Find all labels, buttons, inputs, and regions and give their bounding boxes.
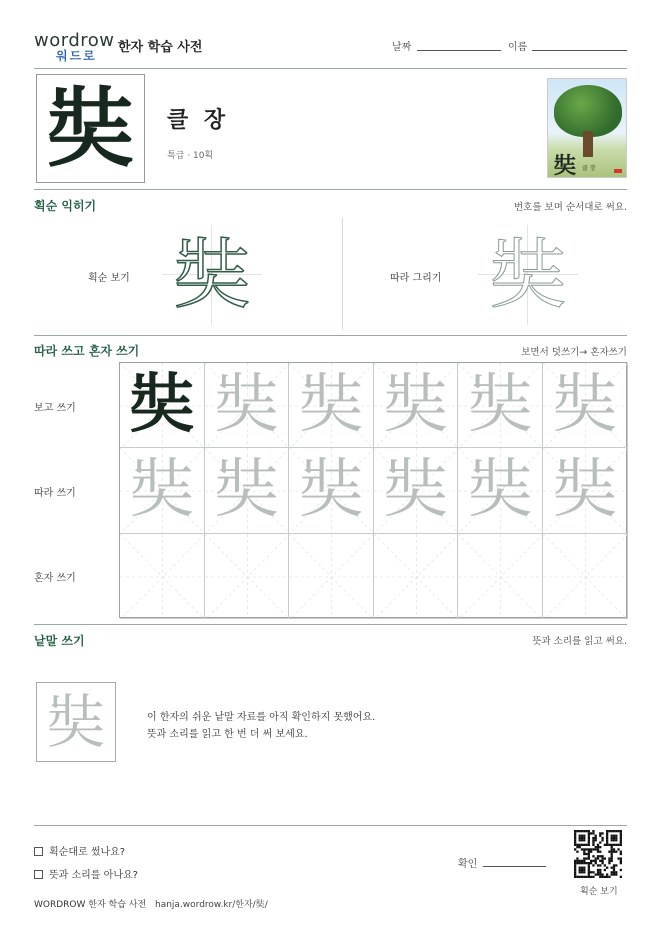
- practice-divider: [34, 624, 627, 625]
- practice-cell: [120, 448, 205, 533]
- stroke-trace-glyph: 奘: [490, 230, 566, 319]
- row-label-trace: 따라 쓰기: [34, 488, 76, 499]
- stroke-order-diagram: [162, 225, 262, 325]
- native-section-note: 뜻과 소리를 읽고 써요.: [532, 636, 627, 647]
- hero-meta: 특급 · 10획: [167, 151, 214, 161]
- row-label-solo: 혼자 쓰기: [34, 573, 76, 584]
- check-stroke-order[interactable]: [34, 843, 125, 858]
- stroke-section-note: 번호를 보며 순서대로 써요.: [513, 202, 627, 213]
- stroke-divider: [34, 335, 627, 336]
- date-field[interactable]: [417, 50, 501, 51]
- practice-character: 奘: [214, 453, 279, 528]
- native-character: 奘: [46, 688, 105, 756]
- practice-guide-lines: [543, 534, 628, 619]
- practice-grid: [119, 362, 627, 618]
- stroke-trace-label: 따라 그리기: [390, 273, 442, 284]
- row-label-view: 보고 쓰기: [34, 403, 76, 414]
- footer-url[interactable]: hanja.wordrow.kr/한자/奘/: [155, 900, 268, 910]
- native-character-box: [36, 682, 116, 762]
- thumb-character: 奘: [554, 153, 577, 178]
- practice-character: 奘: [214, 368, 279, 442]
- practice-character: 奘: [299, 453, 364, 528]
- check-meaning-sound-label: 뜻과 소리를 아나요?: [49, 870, 138, 881]
- date-label: 날짜: [392, 42, 412, 53]
- practice-guide-lines: [120, 534, 205, 619]
- tree-trunk-shape: [583, 131, 593, 157]
- practice-character: 奘: [130, 453, 194, 528]
- thumb-reading: 클 장: [582, 165, 596, 172]
- confirm-label: 확인: [458, 859, 478, 870]
- stroke-section-title: 획순 익히기: [34, 199, 97, 213]
- qr-code[interactable]: [574, 830, 622, 878]
- practice-character: 奘: [468, 368, 533, 442]
- practice-guide-lines: [289, 534, 374, 619]
- stroke-view-label: 획순 보기: [88, 273, 130, 284]
- hero-divider: [34, 189, 627, 190]
- practice-cell[interactable]: [205, 534, 290, 619]
- name-label: 이름: [508, 42, 528, 53]
- qr-code-graphic: [574, 830, 622, 878]
- stroke-order-glyph: 奘: [174, 230, 250, 319]
- thumb-badge: [614, 169, 622, 173]
- practice-section-note: 보면서 덧쓰기→ 혼자쓰기: [521, 347, 627, 358]
- practice-cell: [543, 448, 628, 533]
- practice-cell: [374, 448, 459, 533]
- practice-cell: [120, 363, 205, 448]
- check-meaning-sound[interactable]: [34, 866, 138, 881]
- practice-character: 奘: [553, 453, 617, 528]
- practice-cell[interactable]: [458, 534, 543, 619]
- hero-character: 奘: [47, 78, 134, 179]
- practice-cell[interactable]: [289, 534, 374, 619]
- checkbox-stroke-order[interactable]: [34, 847, 43, 856]
- practice-character: 奘: [553, 368, 617, 442]
- practice-character: 奘: [383, 368, 448, 442]
- wordrow-logo-korean: 워드로: [56, 49, 97, 63]
- practice-character: 奘: [383, 453, 448, 528]
- hero-reading: 클 장: [167, 108, 230, 133]
- practice-character: 奘: [299, 368, 364, 442]
- practice-section-title: 따라 쓰고 혼자 쓰기: [34, 344, 140, 358]
- page-title: 한자 학습 사전: [118, 40, 203, 55]
- checkbox-meaning-sound[interactable]: [34, 870, 43, 879]
- practice-character: 奘: [468, 453, 533, 528]
- wordrow-logo: wordrow: [34, 30, 115, 51]
- check-stroke-order-label: 획순대로 썼나요?: [49, 847, 126, 858]
- practice-cell[interactable]: [543, 534, 628, 619]
- footer-divider: [34, 825, 627, 826]
- name-field[interactable]: [532, 50, 627, 51]
- hero-character-box: [36, 74, 145, 183]
- practice-cell: [543, 363, 628, 448]
- practice-cell: [289, 363, 374, 448]
- practice-cell[interactable]: [120, 534, 205, 619]
- practice-cell: [458, 448, 543, 533]
- header-divider: [34, 68, 627, 69]
- practice-guide-lines: [458, 534, 543, 619]
- native-section-title: 낱말 쓰기: [34, 634, 85, 648]
- stroke-trace-diagram: [478, 225, 578, 325]
- footer-brand: WORDROW 한자 학습 사전: [34, 900, 147, 910]
- stroke-panel-divider: [342, 218, 343, 330]
- practice-cell: [289, 448, 374, 533]
- native-message-line2: 뜻과 소리를 읽고 한 번 더 써 보세요.: [147, 729, 308, 740]
- practice-guide-lines: [205, 534, 290, 619]
- practice-character: 奘: [130, 367, 194, 442]
- practice-cell: [458, 363, 543, 448]
- confirm-field[interactable]: [483, 866, 546, 867]
- tree-illustration: [547, 78, 627, 178]
- practice-cell: [205, 448, 290, 533]
- practice-cell[interactable]: [374, 534, 459, 619]
- practice-cell: [205, 363, 290, 448]
- tree-crown-shape: [554, 85, 622, 137]
- native-message-line1: 이 한자의 쉬운 낱말 자료를 아직 확인하지 못했어요.: [147, 712, 376, 723]
- practice-cell: [374, 363, 459, 448]
- practice-guide-lines: [374, 534, 459, 619]
- qr-caption: 획순 보기: [580, 887, 618, 897]
